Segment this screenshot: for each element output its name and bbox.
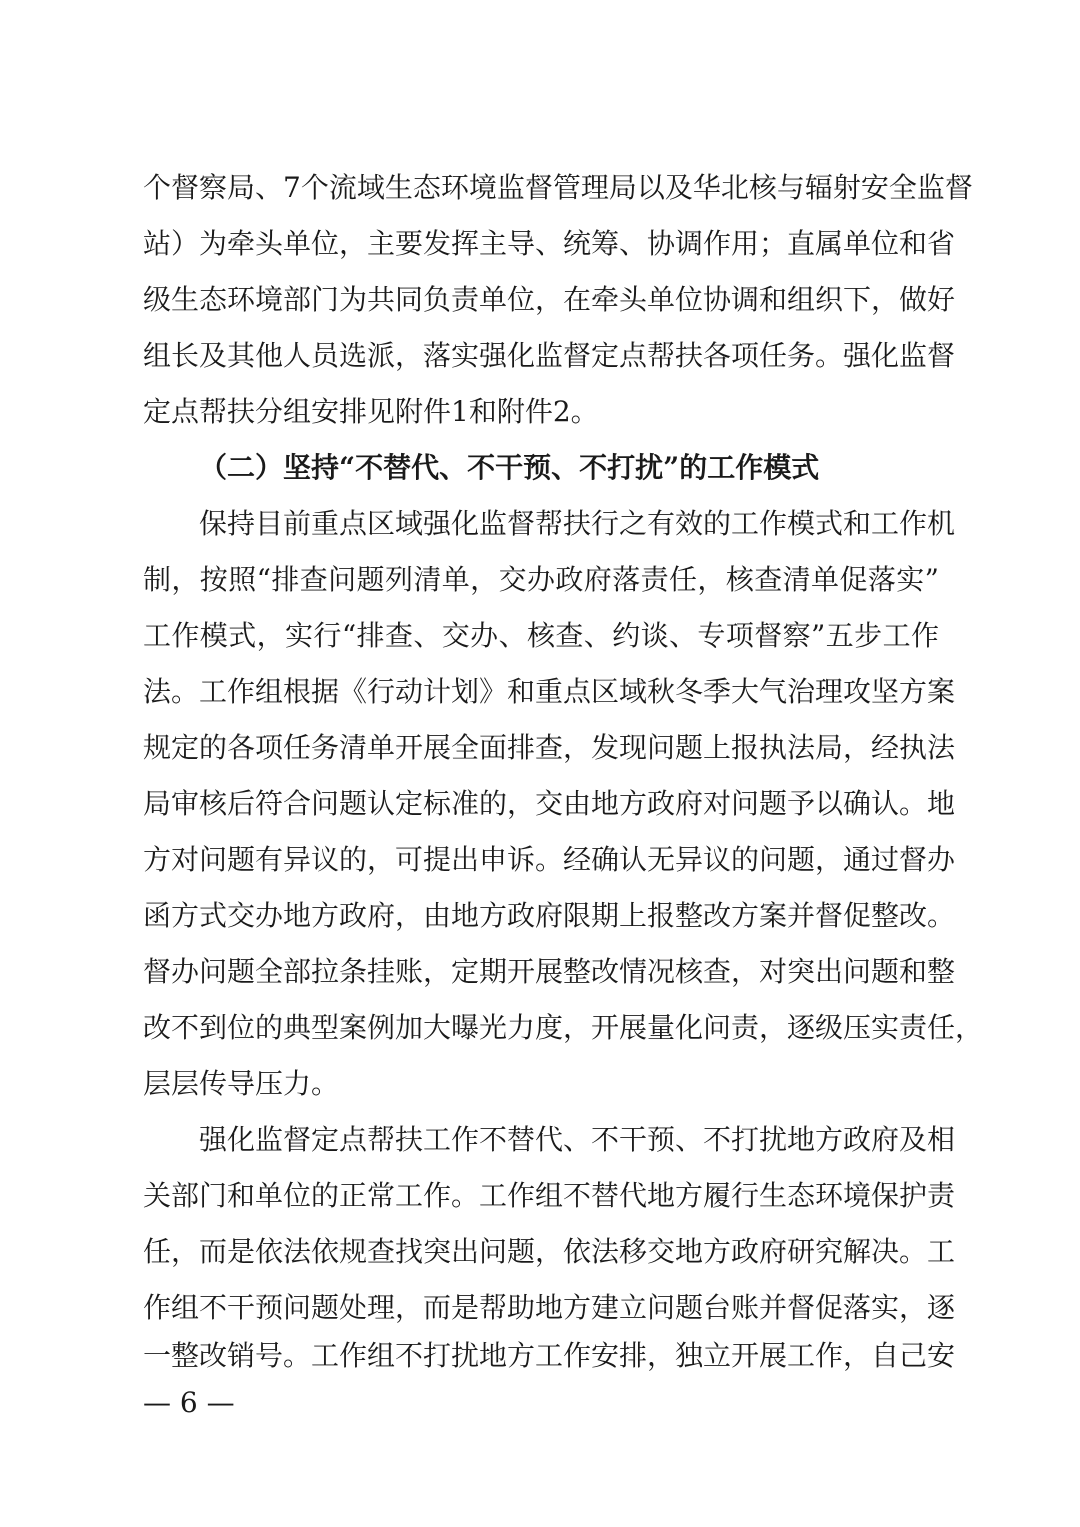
body-text-line: 站）为牵头单位，主要发挥主导、统筹、协调作用；直属单位和省 — [143, 227, 956, 260]
body-text-line: 个督察局、7个流域生态环境监督管理局以及华北核与辐射安全监督 — [143, 171, 973, 204]
section-heading: （二）坚持“不替代、不干预、不打扰”的工作模式 — [199, 451, 820, 484]
body-text-line: 方对问题有异议的，可提出申诉。经确认无异议的问题，通过督办 — [143, 843, 956, 876]
body-text-line: 关部门和单位的正常工作。工作组不替代地方履行生态环境保护责 — [143, 1179, 956, 1212]
body-text-line: 层层传导压力。 — [143, 1067, 340, 1100]
body-text-line: 级生态环境部门为共同负责单位，在牵头单位协调和组织下，做好 — [143, 283, 956, 316]
body-text-line: 一整改销号。工作组不打扰地方工作安排，独立开展工作，自己安 — [143, 1339, 956, 1372]
body-text-line: 强化监督定点帮扶工作不替代、不干预、不打扰地方政府及相 — [199, 1123, 956, 1156]
body-text-line: 局审核后符合问题认定标准的，交由地方政府对问题予以确认。地 — [143, 787, 956, 820]
body-text-line: 函方式交办地方政府，由地方政府限期上报整改方案并督促整改。 — [143, 899, 956, 932]
body-text-line: 任，而是依法依规查找突出问题，依法移交地方政府研究解决。工 — [143, 1235, 956, 1268]
body-text-line: 作组不干预问题处理，而是帮助地方建立问题台账并督促落实，逐 — [143, 1291, 956, 1324]
body-text-line: 督办问题全部拉条挂账，定期开展整改情况核查，对突出问题和整 — [143, 955, 956, 988]
body-text-line: 规定的各项任务清单开展全面排查，发现问题上报执法局，经执法 — [143, 731, 956, 764]
body-text-line: 改不到位的典型案例加大曝光力度，开展量化问责，逐级压实责任， — [143, 1011, 984, 1044]
body-text-line: 保持目前重点区域强化监督帮扶行之有效的工作模式和工作机 — [199, 507, 956, 540]
body-text-line: 制，按照“排查问题列清单，交办政府落责任，核查清单促落实” — [143, 563, 939, 596]
body-text-line: 工作模式，实行“排查、交办、核查、约谈、专项督察”五步工作 — [143, 619, 939, 652]
body-text-line: 法。工作组根据《行动计划》和重点区域秋冬季大气治理攻坚方案 — [143, 675, 956, 708]
body-text-line: 定点帮扶分组安排见附件1和附件2。 — [143, 395, 599, 428]
page-number: — 6 — — [143, 1386, 235, 1419]
body-text-line: 组长及其他人员选派，落实强化监督定点帮扶各项任务。强化监督 — [143, 339, 956, 372]
